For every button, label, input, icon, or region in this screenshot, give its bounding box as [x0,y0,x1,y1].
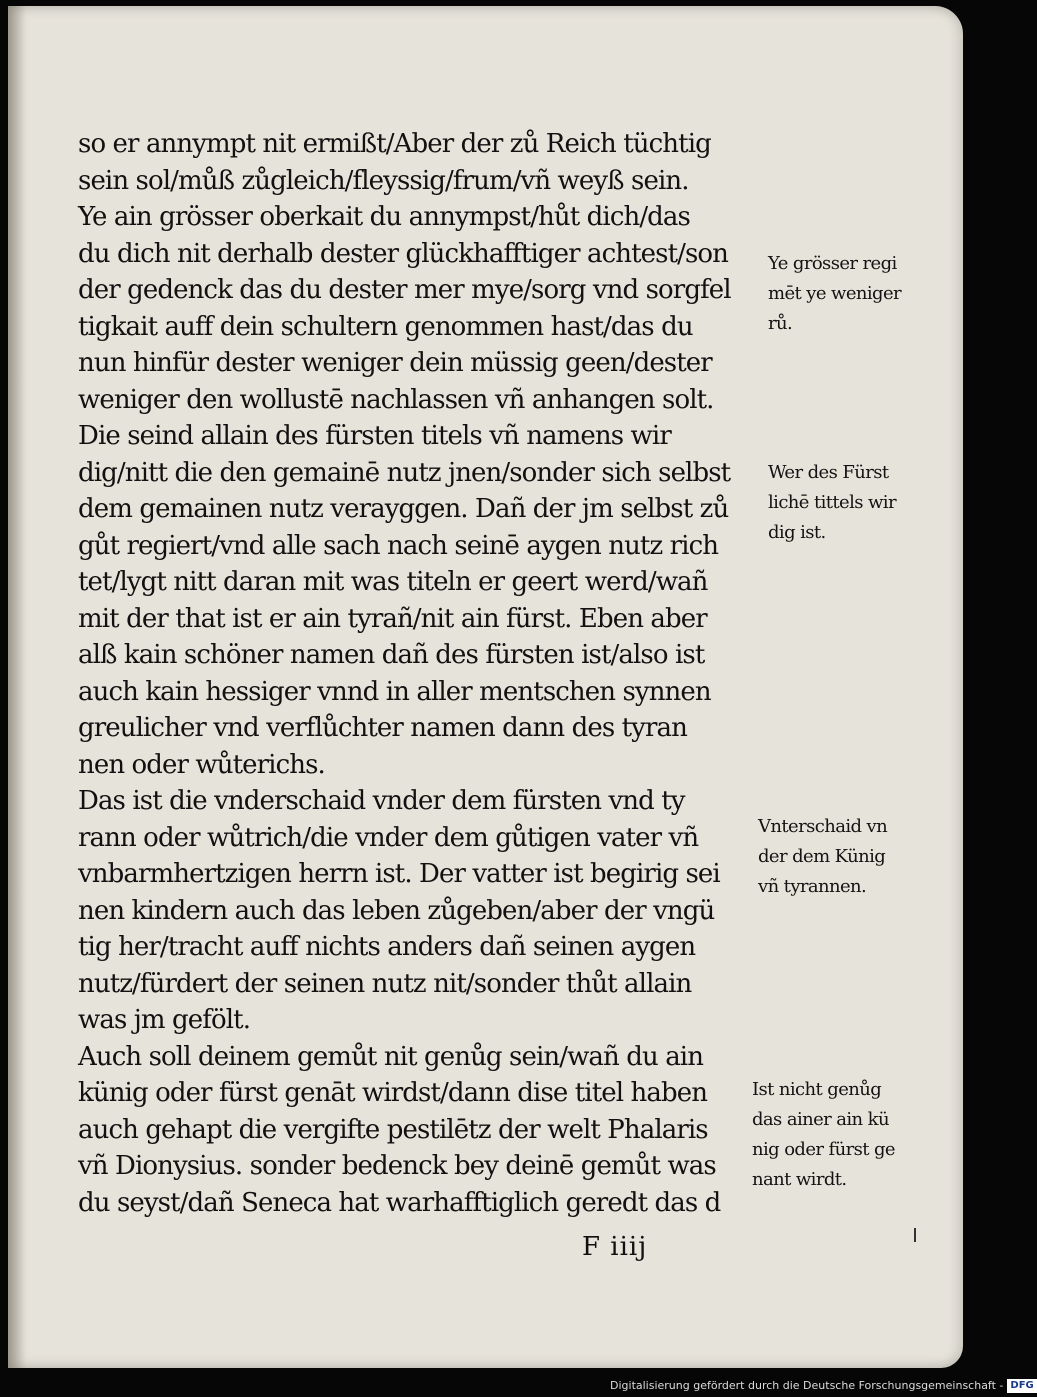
text-line: der gedenck das du dester mer mye/sorg vnd sorgfel [78,275,731,305]
text-line: auch gehapt die vergifte pestilētz der welt Phalaris [78,1114,708,1145]
text-line: dem gemainen nutz verayggen. Dañ der jm selbst zů [78,494,729,524]
text-line: du dich nit derhalb dester glückhafftiger achtest/son [78,238,729,269]
text-line: alß kain schöner namen dañ des fürsten ist/also ist [78,640,705,670]
text-line: nutz/fürdert der seinen nutz nit/sonder thůt allain [78,968,692,999]
text-line: tig her/tracht auff nichts anders dañ seinen aygen [78,932,696,962]
text-line: weniger den wollustē nachlassen vñ anhangen solt. [78,384,714,415]
text-line: künig oder fürst genāt wirdst/dann dise titel haben [78,1078,708,1108]
text-line: Das ist die vnderschaid vnder dem fürsten vnd ty [78,786,685,816]
margin-note-line: Wer des Fürst [768,462,889,483]
text-line: nen kindern auch das leben zůgeben/aber der vngü [78,895,715,926]
text-line: Ye ain grösser oberkait du annympst/hůt dich/das [78,202,690,232]
text-line: greulicher vnd verflůchter namen dann des tyran [78,713,687,743]
text-line: nun hinfür dester weniger dein müssig geen/dester [78,348,712,378]
text-line: Auch soll deinem gemůt nit genůg sein/wañ du ain [78,1041,704,1072]
text-line: vnbarmhertzigen herrn ist. Der vatter ist begirig sei [78,859,720,889]
margin-note-line: rů. [768,313,793,334]
funding-footer [610,1378,1037,1394]
text-line: so er annympt nit ermißt/Aber der zů Reich tüchtig [78,129,711,159]
text-line: gůt regiert/vnd alle sach nach seinē aygen nutz rich [78,530,719,561]
signature-mark: F iiij [582,1232,648,1262]
text-line: tigkait auff dein schultern genommen hast/das du [78,311,693,342]
text-line: dig/nitt die den gemainē nutz jnen/sonder sich selbst [78,457,731,488]
margin-note-line: dig ist. [768,522,826,543]
ink-mark [914,1228,916,1242]
footer-text: Digitalisierung gefördert durch die Deutsche Forschungsgemeinschaft - [610,1379,1004,1392]
text-line: mit der that ist er ain tyrañ/nit ain fürst. Eben aber [78,603,707,634]
text-line: was jm gefölt. [78,1005,251,1035]
margin-note-line: Ye grösser regi [768,253,897,274]
margin-note-regiment [768,249,901,339]
page-gutter-shadow [8,6,26,1368]
text-line: sein sol/můß zůgleich/fleyssig/frum/vñ weyß sein. [78,165,689,196]
text-line: tet/lygt nitt daran mit was titeln er geert werd/wañ [78,567,708,597]
main-text-block [78,126,773,1221]
margin-note-line: das ainer ain kü [752,1109,889,1130]
margin-note-line: vñ tyrannen. [758,876,867,897]
margin-note-fuerstlich [768,458,896,548]
margin-note-line: lichē tittels wir [768,492,896,513]
text-line: rann oder wůtrich/die vnder dem gůtigen vater vñ [78,822,699,853]
margin-note-unterschaid [758,812,887,902]
margin-note-line: Ist nicht genůg [752,1079,882,1100]
text-line: du seyst/dañ Seneca hat warhafftiglich geredt das d [78,1187,721,1218]
text-line: nen oder wůterichs. [78,749,325,780]
text-line: auch kain hessiger vnnd in aller mentschen synnen [78,676,711,707]
dfg-logo: DFG [1007,1379,1036,1393]
margin-note-line: der dem Künig [758,846,886,867]
margin-note-line: mēt ye weniger [768,283,902,304]
margin-note-titel [752,1075,895,1195]
text-line: Die seind allain des fürsten titels vñ namens wir [78,421,671,451]
margin-note-line: nig oder fürst ge [752,1139,895,1160]
margin-note-line: nant wirdt. [752,1169,847,1190]
text-line: vñ Dionysius. sonder bedenck bey deinē gemůt was [78,1151,716,1181]
margin-note-line: Vnterschaid vn [758,816,888,837]
